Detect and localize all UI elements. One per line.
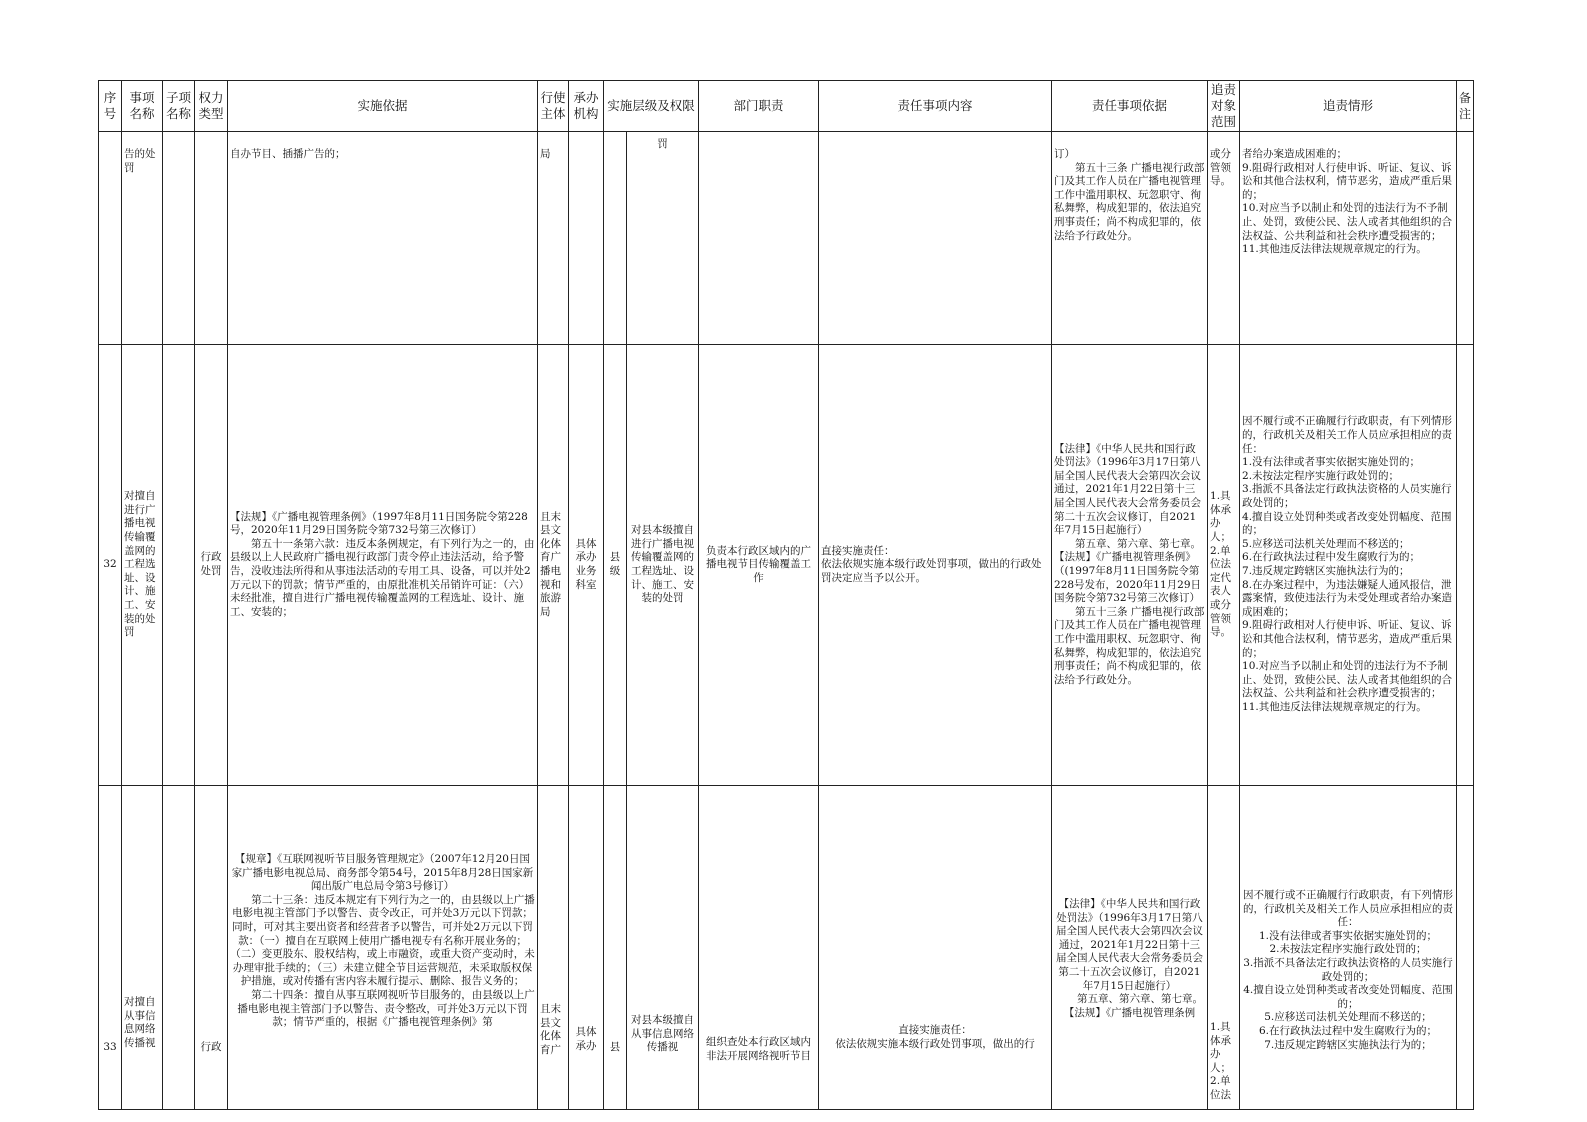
cell-level: 县级 xyxy=(604,345,627,786)
cell-basis: 【法规】《广播电视管理条例》（1997年8月11日国务院令第228号，2020年11月29日国务院令第732号第三次修订） 第五十一条第六款：违反本条例规定，有下列行为之一的，由县级以上人民政府广播电视行政部门责令停止违法活动，给予警告，没收违法所得和从事违法活动的专用工具、设备，可以并处2万元以下的罚款；情节严重的，由原批准机关吊销许可证：（六）未经批准，擅自进行广播电视传输覆盖网的工程选址、设计、施工、安装的； xyxy=(228,345,538,786)
header-power-type: 权力类型 xyxy=(195,81,228,132)
cell-item: 对擅自从事信息网络传播视 xyxy=(122,786,163,1110)
header-remark: 备注 xyxy=(1457,81,1474,132)
table-row xyxy=(99,132,1474,345)
cell-cases: 因不履行或不正确履行行政职责，有下列情形的，行政机关及相关工作人员应承担相应的责任： 1.没有法律或者事实依据实施处罚的； 2.未按法定程序实施行政处罚的； 3.指派不具备法定行政执法资格的人员实施行政处罚的； 4.擅自设立处罚种类或者改变处罚幅度、范围的； 5.应移送司法机关处理而不移送的； 6.在行政执法过程中发生腐败行为的； 7.违反规定跨辖区实施执法行为的； xyxy=(1240,786,1457,1110)
cell-seq: 32 xyxy=(99,345,122,786)
table-body xyxy=(99,132,1474,1110)
cell-duty: 组织查处本行政区域内非法开展网络视听节目 xyxy=(699,786,819,1110)
page-sheet xyxy=(98,80,1473,1110)
cell-duty xyxy=(699,132,819,345)
header-target: 追责对象范围 xyxy=(1208,81,1240,132)
cell-level xyxy=(604,132,627,345)
cell-subitem xyxy=(163,132,195,345)
cell-power-type: 行政 xyxy=(195,786,228,1110)
header-content: 责任事项内容 xyxy=(819,81,1052,132)
cell-subject: 且末县文化体育广播电视和旅游局 xyxy=(538,345,569,786)
header-resp-basis: 责任事项依据 xyxy=(1052,81,1208,132)
cell-subject: 且末县文化体育广 xyxy=(538,786,569,1110)
header-agency: 承办机构 xyxy=(569,81,604,132)
cell-agency xyxy=(569,132,604,345)
cell-subitem xyxy=(163,345,195,786)
cell-cases: 因不履行或不正确履行行政职责，有下列情形的，行政机关及相关工作人员应承担相应的责任： 1.没有法律或者事实依据实施处罚的； 2.未按法定程序实施行政处罚的； 3.指派不具备法定行政执法资格的人员实施行政处罚的； 4.擅自设立处罚种类或者改变处罚幅度、范围的； 5.应移送司法机关处理而不移送的； 6.在行政执法过程中发生腐败行为的； 7.违反规定跨辖区实施执法行为的； 8.在办案过程中，为违法嫌疑人通风报信，泄露案情，致使违法行为未受处理或者给办案造成困难的； 9.阻碍行政相对人行使申诉、听证、复议、诉讼和其他合法权利，情节恶劣，造成严重后果的； 10.对应当予以制止和处罚的违法行为不予制止、处罚，致使公民、法人或者其他组织的合法权益、公共利益和社会秩序遭受损害的； 11.其他违反法律法规规章规定的行为。 xyxy=(1240,345,1457,786)
cell-agency: 具体承办业务科室 xyxy=(569,345,604,786)
cell-target: 或分管领导。 xyxy=(1208,132,1240,345)
cell-content xyxy=(819,132,1052,345)
cell-seq: 33 xyxy=(99,786,122,1110)
cell-basis: 自办节目、插播广告的； xyxy=(228,132,538,345)
cell-remark xyxy=(1457,132,1474,345)
cell-level: 县 xyxy=(604,786,627,1110)
cell-remark xyxy=(1457,786,1474,1110)
cell-cases: 者给办案造成困难的； 9.阻碍行政相对人行使申诉、听证、复议、诉讼和其他合法权利，情节恶劣，造成严重后果的； 10.对应当予以制止和处罚的违法行为不予制止、处罚，致使公民、法人或者其他组织的合法权益、公共利益和社会秩序遭受损害的； 11.其他违反法律法规规章规定的行为。 xyxy=(1240,132,1457,345)
cell-resp-basis: 【法律】《中华人民共和国行政处罚法》（1996年3月17日第八届全国人民代表大会第四次会议通过，2021年1月22日第十三届全国人民代表大会常务委员会第二十五次会议修订，自2021年7月15日起施行） 第五章、第六章、第七章。 【法规】《广播电视管理条例》（(1997年8月11日国务院令第228号发布，2020年11月29日国务院令第732号第三次修订） 第五十三条 广播电视行政部门及其工作人员在广播电视管理工作中滥用职权、玩忽职守、徇私舞弊，构成犯罪的，依法追究刑事责任；尚不构成犯罪的，依法给予行政处分。 xyxy=(1052,345,1208,786)
header-row xyxy=(99,81,1474,132)
header-basis: 实施依据 xyxy=(228,81,538,132)
cell-content: 直接实施责任： 依法依规实施本级行政处罚事项，做出的行 xyxy=(819,786,1052,1110)
table-row xyxy=(99,786,1474,1110)
responsibility-table xyxy=(98,80,1474,1110)
cell-scope: 对县本级擅自进行广播电视传输覆盖网的工程选址、设计、施工、安装的处罚 xyxy=(627,345,699,786)
header-cases: 追责情形 xyxy=(1240,81,1457,132)
cell-item: 告的处罚 xyxy=(122,132,163,345)
cell-seq xyxy=(99,132,122,345)
cell-duty: 负责本行政区域内的广播电视节目传输覆盖工作 xyxy=(699,345,819,786)
header-level-scope: 实施层级及权限 xyxy=(604,81,699,132)
cell-resp-basis: 【法律】《中华人民共和国行政处罚法》（1996年3月17日第八届全国人民代表大会第四次会议通过，2021年1月22日第十三届全国人民代表大会常务委员会第二十五次会议修订，自2021年7月15日起施行） 第五章、第六章、第七章。 【法规】《广播电视管理条例 xyxy=(1052,786,1208,1110)
header-subitem: 子项名称 xyxy=(163,81,195,132)
header-item: 事项名称 xyxy=(122,81,163,132)
cell-basis: 【规章】《互联网视听节目服务管理规定》（2007年12月20日国家广播电影电视总局、商务部令第54号，2015年8月28日国家新闻出版广电总局令第3号修订） 第二十三条：违反本规定有下列行为之一的，由县级以上广播电影电视主管部门予以警告、责令改正，可并处3万元以下罚款；同时，可对其主要出资者和经营者予以警告，可并处2万元以下罚款：（一）擅自在互联网上使用广播电视专有名称开展业务的；（二）变更股东、股权结构，或上市融资，或重大资产变动时，未办理审批手续的；（三）未建立健全节目运营规范，未采取版权保护措施，或对传播有害内容未履行提示、删除、报告义务的； 第二十四条：擅自从事互联网视听节目服务的，由县级以上广播电影电视主管部门予以警告、责令整改，可并处3万元以下罚款；情节严重的，根据《广播电视管理条例》第 xyxy=(228,786,538,1110)
cell-item: 对擅自进行广播电视传输覆盖网的工程选址、设计、施工、安装的处罚 xyxy=(122,345,163,786)
cell-target: 1.具体承办人；2.单位法定代表人或分管领导。 xyxy=(1208,345,1240,786)
cell-subitem xyxy=(163,786,195,1110)
table-row xyxy=(99,345,1474,786)
header-seq: 序号 xyxy=(99,81,122,132)
cell-scope: 对县本级擅自从事信息网络传播视 xyxy=(627,786,699,1110)
cell-power-type xyxy=(195,132,228,345)
cell-content: 直接实施责任： 依法依规实施本级行政处罚事项，做出的行政处罚决定应当予以公开。 xyxy=(819,345,1052,786)
cell-subject: 局 xyxy=(538,132,569,345)
cell-scope: 罚 xyxy=(627,132,699,345)
cell-agency: 具体承办 xyxy=(569,786,604,1110)
cell-resp-basis: 订） 第五十三条 广播电视行政部门及其工作人员在广播电视管理工作中滥用职权、玩忽职守、徇私舞弊，构成犯罪的，依法追究刑事责任；尚不构成犯罪的，依法给予行政处分。 xyxy=(1052,132,1208,345)
header-duty: 部门职责 xyxy=(699,81,819,132)
cell-power-type: 行政处罚 xyxy=(195,345,228,786)
cell-remark xyxy=(1457,345,1474,786)
cell-target: 1.具体承办人；2.单位法 xyxy=(1208,786,1240,1110)
header-subject: 行使主体 xyxy=(538,81,569,132)
